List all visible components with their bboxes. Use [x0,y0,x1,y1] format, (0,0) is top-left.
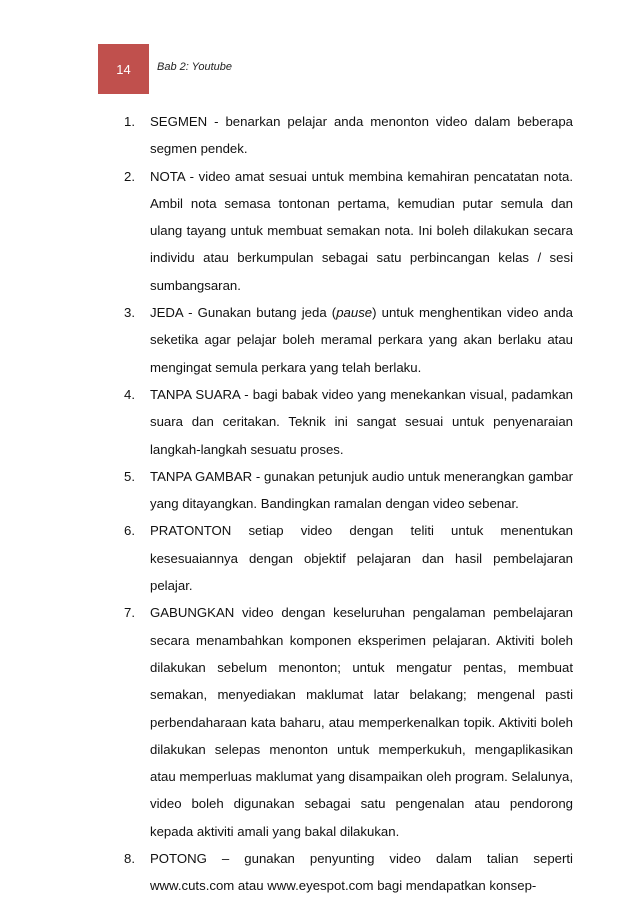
item-text: setiap video dengan teliti untuk menentukan kesesuaiannya dengan objektif pelajaran dan hasil pembelajaran pelajar. [150,523,573,594]
list-item [124,517,573,599]
item-number: 7. [124,605,135,621]
page-number-badge [98,44,149,94]
list-item [124,299,573,381]
list-item [124,108,573,163]
page-number: 14 [116,61,131,77]
item-number: 8. [124,851,135,867]
item-body [150,517,573,599]
item-number: 3. [124,305,135,321]
list-item [124,463,573,518]
item-text: video dengan keseluruhan pengalaman pembelajaran secara menambahkan komponen eksperimen pelajaran. Aktiviti boleh dilakukan sebelum menonton; untuk mengatur pentas, membuat semakan, menyediakan maklumat latar belakang; mengenal pasti perbendaharaan kata baharu, atau memperkenalkan topik. Aktiviti boleh dilakukan selepas menonton untuk memperkukuh, mengaplikasikan atau memperluas maklumat yang disampaikan oleh program. Selalunya, video boleh digunakan sebagai satu pengenalan atau pendorong kepada aktiviti amali yang bakal dilakukan. [150,605,573,839]
item-body [150,108,573,163]
item-text: - video amat sesuai untuk membina kemahiran pencatatan nota. Ambil nota semasa tontonan pertama, kemudian putar semula dan ulang tayang untuk membuat semakan nota. Ini boleh dilakukan secara individu atau berkumpulan sebagai satu perbincangan kelas / sesi sumbangsaran. [150,168,573,293]
item-term: JEDA [150,305,183,321]
item-body [150,163,573,299]
item-term: POTONG [150,851,207,867]
list-item [124,845,573,900]
item-term: NOTA [150,168,185,184]
item-term: GABUNGKAN [150,605,235,621]
item-text: - benarkan pelajar anda menonton video dalam beberapa segmen pendek. [150,114,573,157]
list-item [124,381,573,463]
item-term: TANPA GAMBAR [150,468,253,484]
item-term: SEGMEN [150,114,208,129]
item-number: 2. [124,168,135,184]
item-text-after: ) untuk menghentikan video anda seketika agar pelajar boleh meramal perkara yang akan berlaku atau mengingat semula perkara yang telah berlaku. [150,305,573,375]
item-number: 1. [124,114,135,129]
chapter-title: Bab 2: Youtube [157,61,233,73]
item-body [150,381,573,463]
item-body [150,299,573,381]
item-text: - gunakan petunjuk audio untuk menerangkan gambar yang ditayangkan. Bandingkan ramalan dengan video sebenar. [150,468,573,512]
item-text: - bagi babak video yang menekankan visual, padamkan suara dan ceritakan. Teknik ini sangat sesuai untuk penyenaraian langkah-langkah sesuatu proses. [150,386,573,457]
item-text-before: - Gunakan butang jeda ( [182,305,337,321]
list-item [124,163,573,299]
list-item [124,599,573,845]
item-number: 5. [124,468,135,484]
item-term: PRATONTON [150,523,232,539]
item-body [150,599,573,845]
item-text: – gunakan penyunting video dalam talian seperti www.cuts.com atau www.eyespot.com bagi mendapatkan konsep- [150,851,573,894]
item-term: TANPA SUARA [150,386,241,402]
tips-list [124,108,573,900]
item-italic-term: pause [336,305,373,321]
item-body [150,845,573,900]
item-body [150,463,573,518]
item-number: 4. [124,386,135,402]
item-number: 6. [124,523,135,539]
